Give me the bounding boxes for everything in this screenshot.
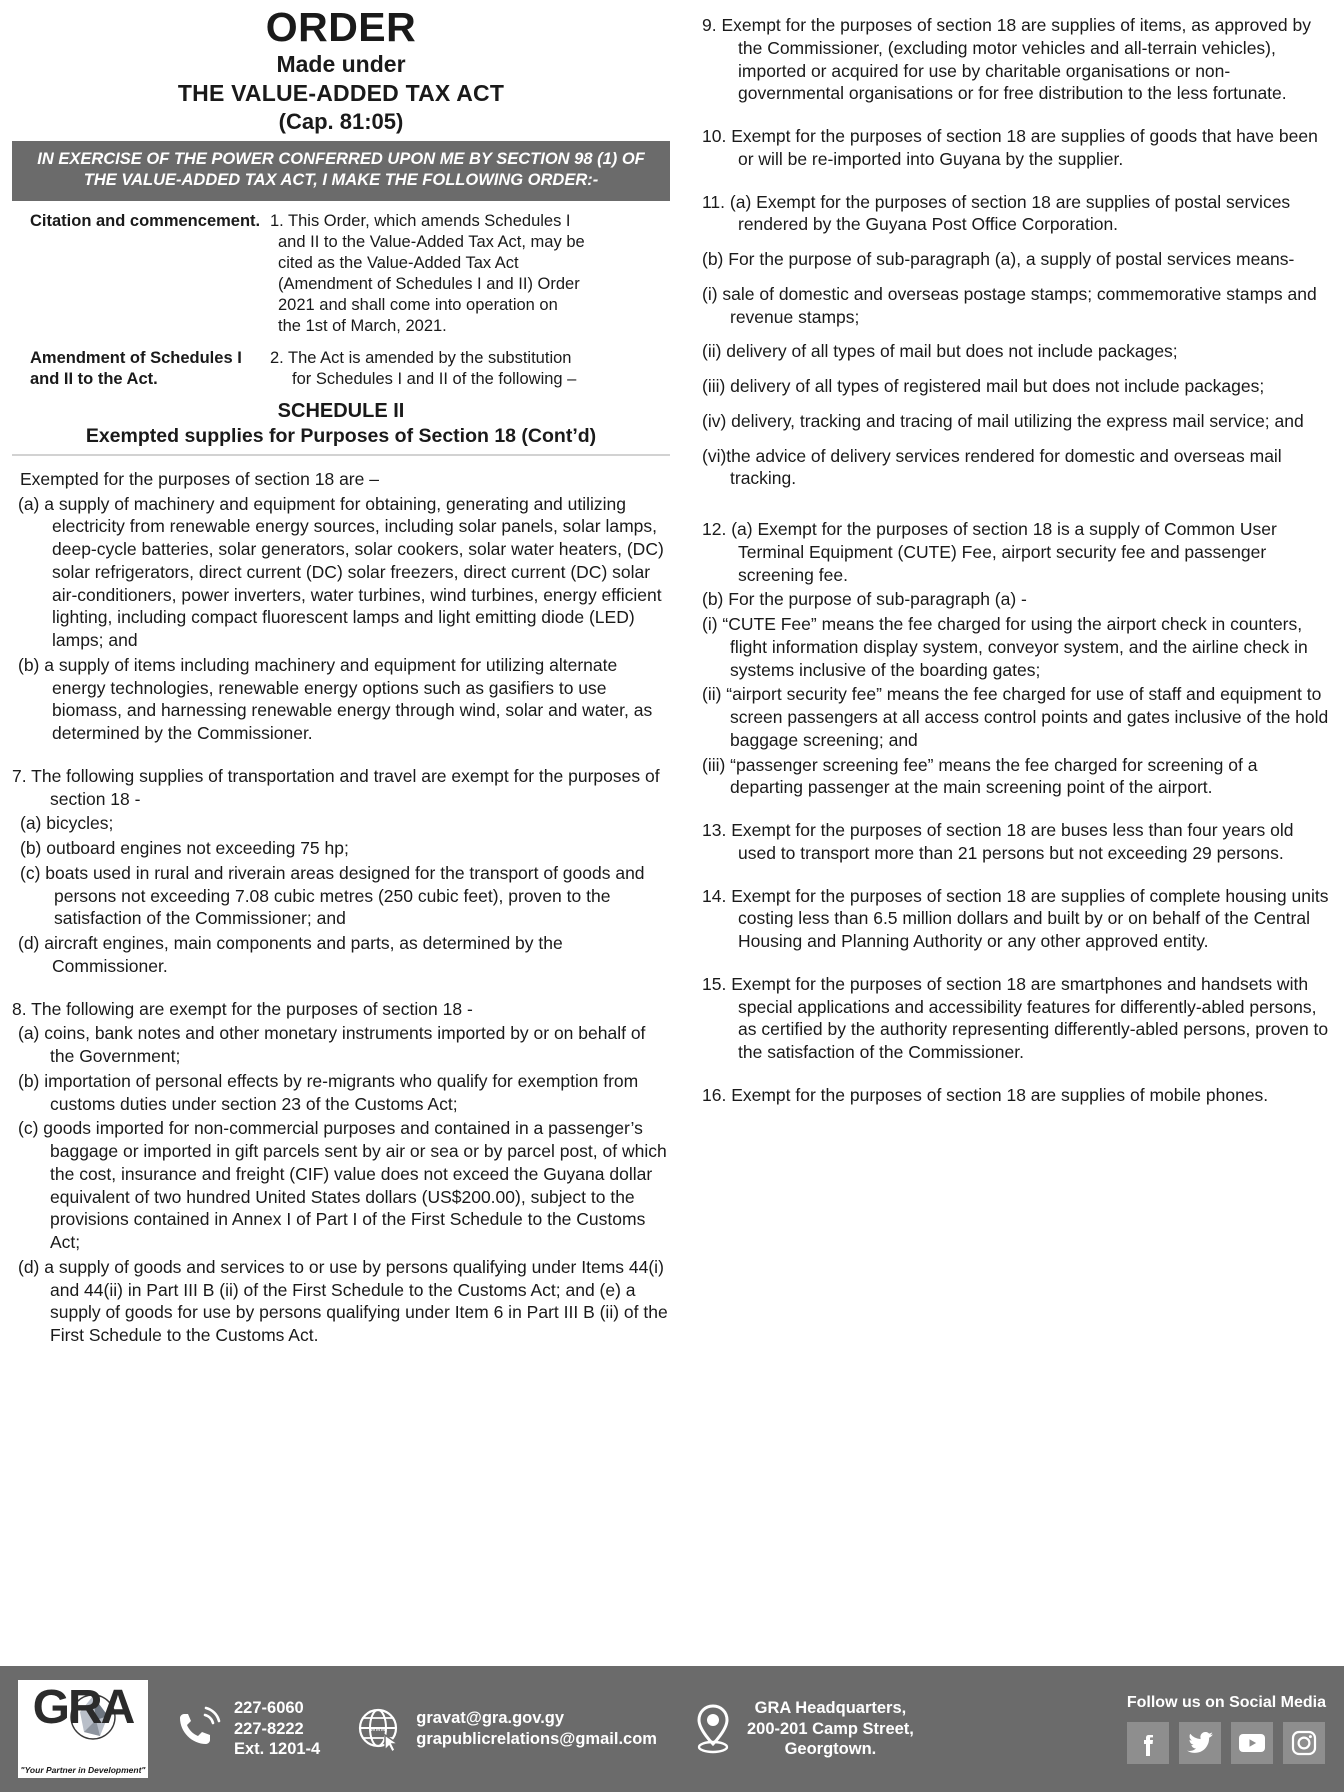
- citation-row-1: [12, 211, 670, 338]
- banner-line-1: IN EXERCISE OF THE POWER CONFERRED UPON ME BY SECTION 98 (1) OF: [37, 150, 645, 169]
- spacer: [702, 955, 1332, 973]
- spacer: [702, 107, 1332, 125]
- spacer: [12, 980, 670, 998]
- item-7d: (d) aircraft engines, main components and parts, as determined by the Commissioner.: [18, 933, 563, 976]
- email-line-1: gravat@gra.gov.gy: [416, 1709, 565, 1728]
- left-column: [12, 0, 684, 1666]
- amendment-label-line-1: Amendment of Schedules I: [30, 348, 242, 367]
- item-11b-vi: (vi)the advice of delivery services rendered for domestic and overseas mail tracking.: [702, 445, 1282, 489]
- footer-email-text: [416, 1708, 657, 1750]
- item-12b-i: (i) “CUTE Fee” means the fee charged for using the airport check in counters, flight information display system, conveyor system, and the airline check in systems inclusive of the boarding gates;: [702, 614, 1308, 680]
- location-pin-icon: [691, 1702, 735, 1756]
- footer-phone: [174, 1698, 320, 1760]
- social-label: Follow us on Social Media: [1126, 1694, 1326, 1711]
- spacer: [702, 238, 1332, 248]
- svg-text:www: www: [370, 1726, 386, 1733]
- item-b: (b) a supply of items including machinery and equipment for utilizing alternate energy technologies, renewable energy options such as gasifiers to use biomass, and harnessing renewable energy through wind, solar and water, as determined by the Commissioner.: [18, 654, 653, 744]
- item-14: 14. Exempt for the purposes of section 18 are supplies of complete housing units costing less than 6.5 million dollars and built by or on behalf of the Central Housing and Planning Authority or any other approved entity.: [702, 885, 1329, 951]
- citation-line-6: the 1st of March, 2021.: [278, 317, 447, 336]
- address-line-2: 200-201 Camp Street,: [746, 1719, 914, 1738]
- footer-address-text: [747, 1698, 914, 1760]
- item-9: 9. Exempt for the purposes of section 18 are supplies of items, as approved by the Commissioner, (excluding motor vehicles and all-terrain vehicles), imported or acquired for use by charitable organisations or non-governmental organisations or for free distribution to the less fortunate.: [702, 15, 1311, 104]
- power-conferred-banner: [12, 141, 670, 201]
- spacer: [702, 330, 1332, 340]
- citation-line-4: (Amendment of Schedules I and II) Order: [278, 275, 580, 294]
- item-7a: (a) bicycles;: [20, 813, 114, 834]
- address-line-3: Georgtown.: [784, 1740, 877, 1759]
- item-11b-i: (i) sale of domestic and overseas postage stamps; commemorative stamps and revenue stamps;: [702, 283, 1317, 327]
- item-8d: (d) a supply of goods and services to or use by persons qualifying under Items 44(i) and 44(ii) in Part III B (ii) of the First Schedule to the Customs Act; and (e) a supply of goods for use by persons qualifying under Item 6 in Part III B (ii) of the First Schedule to the Customs Act.: [18, 1256, 668, 1346]
- act-chapter: (Cap. 81:05): [278, 109, 404, 135]
- citation-text: [270, 211, 670, 338]
- item-11b-iii: (iii) delivery of all types of registered mail but does not include packages;: [702, 376, 1265, 396]
- item-7c: (c) boats used in rural and riverain areas designed for the transport of goods and persons not exceeding 7.08 cubic metres (250 cubic feet), proven to the satisfaction of the Commissioner; and: [20, 862, 645, 929]
- phone-line-2: 227-8222: [234, 1719, 304, 1738]
- schedule-subtitle: Exempted supplies for Purposes of Section 18 (Cont’d): [85, 424, 597, 447]
- item-a: (a) a supply of machinery and equipment for obtaining, generating and utilizing electricity from renewable energy sources, including solar panels, solar lamps, deep-cycle batteries, solar generators, solar cookers, solar water heaters, (DC) solar refrigerators, direct current (DC) solar freezers, direct current (DC) solar air-conditioners, power inverters, water turbines, wind turbines, energy efficient lighting, including compact fluorescent lamps and light emitting diode (LED) lamps; and: [18, 493, 664, 651]
- item-12a: 12. (a) Exempt for the purposes of section 18 is a supply of Common User Terminal Equipment (CUTE) Fee, airport security fee and passenger screening fee.: [702, 519, 1277, 585]
- spacer: [702, 801, 1332, 819]
- right-column: [684, 0, 1332, 1666]
- phone-icon: [174, 1705, 222, 1753]
- amendment-text: [270, 348, 670, 390]
- item-10: 10. Exempt for the purposes of section 18 are supplies of goods that have been or will be re-imported into Guyana by the supplier.: [702, 126, 1318, 169]
- item-12b-iii: (iii) “passenger screening fee” means the fee charged for screening of a departing passenger at the main screening point of the airport.: [702, 754, 1258, 798]
- item-7: 7. The following supplies of transportation and travel are exempt for the purposes of section 18 -: [12, 765, 660, 809]
- spacer: [702, 273, 1332, 283]
- twitter-icon[interactable]: [1179, 1722, 1221, 1764]
- gra-logo: [18, 1680, 148, 1778]
- facebook-icon[interactable]: [1127, 1722, 1169, 1764]
- item-13: 13. Exempt for the purposes of section 18 are buses less than four years old used to transport more than 21 persons but not exceeding 29 persons.: [702, 820, 1294, 863]
- spacer: [702, 173, 1332, 191]
- amendment-line-1: 2. The Act is amended by the substitution: [270, 348, 572, 367]
- spacer: [702, 365, 1332, 375]
- item-11b-iv: (iv) delivery, tracking and tracing of mail utilizing the express mail service; and: [702, 410, 1304, 431]
- item-8: 8. The following are exempt for the purposes of section 18 -: [12, 998, 473, 1019]
- item-11b: (b) For the purpose of sub-paragraph (a), a supply of postal services means-: [702, 249, 1295, 269]
- footer-social: [1127, 1694, 1326, 1764]
- item-12b: (b) For the purpose of sub-paragraph (a) -: [702, 589, 1027, 610]
- spacer: [702, 435, 1332, 445]
- social-links: [1127, 1722, 1326, 1764]
- footer-phone-text: [234, 1698, 320, 1760]
- youtube-icon[interactable]: [1231, 1722, 1273, 1764]
- citation-line-2: and II to the Value-Added Tax Act, may be: [278, 233, 585, 252]
- citation-line-1: 1. This Order, which amends Schedules I: [270, 211, 571, 230]
- item-7b: (b) outboard engines not exceeding 75 hp;: [20, 838, 349, 859]
- section-divider: [12, 454, 670, 456]
- item-11b-ii: (ii) delivery of all types of mail but does not include packages;: [702, 341, 1178, 362]
- footer-address: [691, 1698, 914, 1760]
- footer-email: [354, 1704, 657, 1754]
- spacer: [702, 492, 1332, 518]
- item-8c: (c) goods imported for non-commercial purposes and contained in a passenger’s baggage or imported in gift parcels sent by air or sea or by parcel post, of which the cost, insurance and freight (CIF) value does not exceed the Guyana dollar equivalent of two hundred United States dollars (US$200.00), subject to the provisions contained in Annex I of Part I of the First Schedule to the Customs Act;: [18, 1118, 667, 1253]
- citation-line-3: cited as the Value-Added Tax Act: [278, 254, 519, 273]
- amendment-label-line-2: and II to the Act.: [30, 369, 158, 388]
- act-title: THE VALUE-ADDED TAX ACT: [177, 80, 505, 107]
- schedule-title: SCHEDULE II: [277, 399, 405, 422]
- made-under-label: Made under: [276, 51, 406, 78]
- spacer: [12, 747, 670, 765]
- gra-logo-letters: GRA: [32, 1681, 134, 1734]
- item-16: 16. Exempt for the purposes of section 18 are supplies of mobile phones.: [702, 1084, 1269, 1105]
- banner-line-2: THE VALUE-ADDED TAX ACT, I MAKE THE FOLLOWING ORDER:-: [83, 171, 599, 190]
- citation-row-2: [12, 348, 670, 390]
- address-line-1: GRA Headquarters,: [754, 1698, 907, 1717]
- gra-logo-tagline: "Your Partner in Development": [20, 1765, 146, 1775]
- exempted-lead: Exempted for the purposes of section 18 are –: [20, 468, 379, 489]
- item-15: 15. Exempt for the purposes of section 18 are smartphones and handsets with special applications and accessibility features for differently-abled persons, as certified by the authority representing differently-abled persons, proven to the satisfaction of the Commissioner.: [702, 973, 1329, 1062]
- spacer: [702, 867, 1332, 885]
- amendment-line-2: for Schedules I and II of the following –: [292, 369, 577, 388]
- item-8b: (b) importation of personal effects by re-migrants who qualify for exemption from customs duties under section 23 of the Customs Act;: [18, 1070, 639, 1114]
- page-title: ORDER: [265, 4, 417, 50]
- spacer: [702, 1066, 1332, 1084]
- item-12b-ii: (ii) “airport security fee” means the fee charged for use of staff and equipment to screen passengers at all access control points and gates inclusive of the hold baggage screening; and: [702, 684, 1329, 750]
- instagram-icon[interactable]: [1283, 1722, 1325, 1764]
- email-line-2: grapublicrelations@gmail.com: [416, 1730, 657, 1748]
- footer-bar: [0, 1666, 1344, 1792]
- spacer: [702, 400, 1332, 410]
- phone-line-1: 227-6060: [234, 1698, 304, 1717]
- amendment-label: [12, 348, 270, 390]
- citation-line-5: 2021 and shall come into operation on: [278, 296, 558, 315]
- citation-label: Citation and commencement.: [30, 211, 261, 230]
- item-11a: 11. (a) Exempt for the purposes of section 18 are supplies of postal services rendered by the Guyana Post Office Corporation.: [702, 191, 1291, 235]
- phone-line-3: Ext. 1201-4: [234, 1740, 321, 1759]
- item-8a: (a) coins, bank notes and other monetary instruments imported by or on behalf of the Government;: [18, 1023, 646, 1067]
- globe-icon: [354, 1704, 404, 1754]
